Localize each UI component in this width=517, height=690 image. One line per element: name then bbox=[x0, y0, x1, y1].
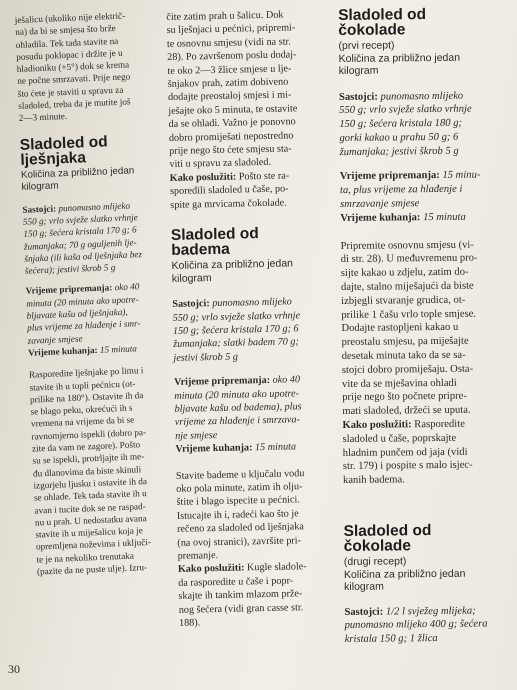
column-right bbox=[338, 0, 515, 647]
recipe-yield bbox=[171, 257, 331, 285]
subtitle-line: Količina za približno jedan bbox=[343, 567, 466, 581]
label: Kako poslužiti: bbox=[169, 171, 237, 184]
value: smrzavanje smjese bbox=[340, 198, 420, 211]
text-line: Rasporedite lješnjake po limu i bbox=[28, 365, 144, 380]
text-line: mati sladoled, držeći se uputa. bbox=[342, 404, 471, 418]
prep-time bbox=[340, 169, 511, 226]
value: 1/2 l svježeg mlijeka; bbox=[383, 605, 476, 618]
subtitle-line: kilogram bbox=[21, 180, 59, 193]
text-line: Istucajte ih i, radeći kao što je bbox=[176, 508, 299, 522]
subtitle-line: kilogram bbox=[344, 580, 384, 593]
value: punomasno mlijeko bbox=[377, 90, 464, 103]
value: gorki kakao u prahu 50 g; 6 bbox=[339, 131, 459, 144]
text-line: ravnomjerno ispekli (dobro pa- bbox=[31, 426, 147, 442]
instructions bbox=[341, 238, 513, 419]
text-line: Stavite bademe u ključalu vodu bbox=[175, 467, 305, 482]
text-line: rečeno za sladoled od lješnjaka bbox=[176, 521, 304, 536]
ingredients bbox=[339, 89, 510, 160]
value: 550 g; vrlo svježe slatko vrhnje bbox=[339, 103, 472, 117]
value: kristala 150 g; 1 žlica bbox=[344, 633, 438, 646]
continued-text bbox=[15, 8, 169, 125]
ingredients bbox=[344, 604, 514, 647]
value: žumanjaka; 70 g oguljenih lje- bbox=[23, 236, 137, 252]
value: str. 179) i pospite s malo isjec- bbox=[342, 460, 473, 473]
text-line: izbjegli stvaranje grudica, ot- bbox=[341, 294, 466, 307]
text-line: prije nego što ćete smjesu sta- bbox=[169, 143, 292, 158]
instructions bbox=[29, 363, 187, 578]
text-line: nu u prah. U nedostatku avana bbox=[34, 512, 147, 528]
value: sladoled u čaše, poprskajte bbox=[342, 432, 457, 445]
value: žumanjaka; slatki badem 70 g; bbox=[173, 336, 299, 351]
title-line: Sladoled od bbox=[338, 6, 427, 24]
ingredient-line bbox=[345, 631, 515, 647]
text-line: stojci dobro promiješaju. Osta- bbox=[341, 363, 474, 376]
text-line: štite i blago ispecite u pećnici. bbox=[176, 494, 300, 509]
title-line: čokolade bbox=[338, 21, 406, 39]
title-line: lješnjaka bbox=[20, 148, 87, 169]
value: punomasno mlijeko bbox=[55, 200, 131, 214]
text-line: te oko 2—3 žlice smjese u lje- bbox=[167, 63, 292, 77]
ingredients bbox=[22, 197, 175, 277]
label: Vrijeme pripremanja: bbox=[339, 170, 440, 183]
text-line: hladioniku (+5°) dok se krema bbox=[16, 59, 130, 75]
value: Kugle sladole- bbox=[244, 561, 307, 574]
serving-note bbox=[342, 417, 513, 488]
text-line: 28). Po završenom poslu dodaj- bbox=[167, 49, 297, 64]
text-line: prilike na 180°). Ostavite ih da bbox=[29, 389, 144, 405]
subtitle-line: kilogram bbox=[171, 271, 212, 285]
subtitle-line: Količina za približno jedan bbox=[338, 51, 461, 65]
text-line: su lješnjaci u pećnici, pripremi- bbox=[166, 22, 296, 37]
recipe-title-almond bbox=[171, 225, 332, 258]
text-line: di str. 28). U međuvremenu pro- bbox=[340, 253, 478, 266]
value: 550 g; vrlo svježe slatko vrhnje bbox=[172, 309, 301, 324]
text-line: posudu poklopac i držite je u bbox=[16, 47, 123, 62]
text-line: dajte, stalno miješajući da biste bbox=[340, 280, 474, 294]
column-middle bbox=[166, 0, 339, 630]
text-line: premanje. bbox=[177, 550, 219, 562]
value: 550 g; vrlo svježe slatko vrhnje bbox=[22, 212, 138, 227]
value: nje smjese bbox=[175, 429, 218, 442]
value: minuta (20 minuta ako upotre- bbox=[174, 387, 300, 402]
label: Sastojci: bbox=[338, 91, 378, 103]
value: spite ga mrvicama čokolade. bbox=[170, 197, 287, 211]
value: da rasporedite u čaše i popr- bbox=[178, 575, 294, 589]
label: Sastojci: bbox=[344, 606, 384, 618]
title-line: badema bbox=[171, 240, 231, 260]
text-line: (na ovoj stranici), završite pri- bbox=[177, 534, 302, 549]
subtitle-line: kilogram bbox=[338, 64, 379, 77]
text-line: čite zatim prah u šalicu. Dok bbox=[166, 9, 284, 23]
value: bljavate kašu od badema), plus bbox=[174, 401, 302, 415]
text-line: đu dlanovima da biste skinuli bbox=[32, 463, 142, 479]
value: minuta (20 minuta ako upotre- bbox=[25, 293, 139, 309]
value: 150 g; šećera kristala 170 g; 6 bbox=[23, 224, 137, 240]
value: plus vrijeme za hlađenje i smr- bbox=[26, 318, 141, 334]
label: Vrijeme kuhanja: bbox=[27, 344, 98, 358]
label: Kako poslužiti: bbox=[177, 562, 245, 576]
text-line: desetak minuta tako da se sa- bbox=[341, 349, 466, 363]
value: oko 40 bbox=[112, 281, 140, 293]
serving-note bbox=[170, 168, 331, 212]
subtitle-line: Količina za približno jedan bbox=[20, 164, 135, 181]
text-line: Dodajte rastopljeni kakao u bbox=[341, 322, 459, 335]
recipe-yield bbox=[338, 38, 508, 77]
text-line: ohladila. Tek tada stavite na bbox=[15, 35, 119, 50]
title-line: Sladoled od bbox=[19, 133, 108, 154]
text-line: prije nego što počnete pripre- bbox=[342, 391, 467, 404]
value: 15 minuta bbox=[420, 211, 466, 224]
text-line: šnjakov prah, zatim dobiveno bbox=[167, 76, 289, 91]
value: hladnim punčem od jaja (vidi bbox=[342, 446, 468, 459]
subtitle-line: (prvi recept) bbox=[338, 39, 395, 52]
text-line: te je na nekoliko trenutaka bbox=[36, 550, 135, 565]
text-line: 2—3 minute. bbox=[18, 111, 68, 124]
value: 15 minuta bbox=[252, 441, 297, 454]
value: 188). bbox=[178, 617, 201, 629]
value: oko 40 bbox=[269, 374, 301, 387]
value: ta, plus vrijeme za hlađenje i bbox=[339, 183, 463, 197]
text-line: se ohlade. Tek tada stavite ih u bbox=[33, 488, 147, 503]
value: jestivi škrob 5 g bbox=[173, 351, 239, 364]
text-line: dodajte preostaloj smjesi i mi- bbox=[167, 89, 292, 104]
value: Pošto ste ra- bbox=[236, 170, 290, 183]
label: Vrijeme pripremanja: bbox=[173, 375, 271, 389]
text-line: su se ispekli, protrljajte ih me- bbox=[32, 451, 145, 466]
text-line: avan i tucite dok se ne raspad- bbox=[34, 500, 146, 516]
value: punomasno mlijeko 400 g; šećera bbox=[344, 618, 488, 632]
column-left bbox=[14, 0, 187, 578]
value: šnjaka (ili kaša od lješnjaka bez bbox=[24, 248, 143, 264]
value: kanih badema. bbox=[342, 474, 405, 487]
title-line: Sladoled od bbox=[170, 225, 259, 245]
ingredients bbox=[172, 295, 333, 365]
text-line: preostalu smjesu, pa miješajte bbox=[341, 335, 469, 349]
text-line: da se ohladi. Važno je ponovno bbox=[168, 116, 296, 131]
label: Sastojci: bbox=[172, 298, 210, 311]
value: 150 g; šećera kristala 170 g; 6 bbox=[172, 323, 299, 337]
title-line: Sladoled od bbox=[343, 522, 432, 540]
subtitle-line: Količina za približno jedan bbox=[171, 257, 294, 273]
recipe-title-chocolate-2 bbox=[343, 522, 513, 554]
subtitle-line: (drugi recept) bbox=[343, 555, 407, 568]
text-line: viti u spravu za sladoled. bbox=[169, 157, 272, 171]
text-line: opremljena noževima i uključi- bbox=[35, 537, 152, 552]
text-line: izgorjelu ljusku i ostavite ih da bbox=[33, 475, 148, 491]
text-line: stavite ih u miješalicu koja je bbox=[35, 525, 144, 540]
text-line: na) da bi se smjesa što brže bbox=[15, 23, 116, 38]
serving-note bbox=[178, 560, 339, 630]
text-line: sladoled, treba da je mutite još bbox=[18, 96, 131, 111]
text-line: se blago peku, okrećući ih s bbox=[30, 402, 133, 417]
text-line: ješajte oko 5 minuta, te ostavite bbox=[168, 103, 298, 117]
value: šećera); jestivi škrob 5 g bbox=[24, 262, 116, 276]
recipe-yield bbox=[344, 554, 514, 593]
prep-time bbox=[174, 373, 336, 457]
value: 15 minuta bbox=[97, 343, 138, 355]
text-line: stavite ih u topli pećnicu (ot- bbox=[29, 377, 136, 393]
text-line: (pazite da ne puste ulje). Izru- bbox=[36, 562, 148, 577]
value: punomasno mlijeko bbox=[209, 296, 292, 310]
title-line: čokolade bbox=[343, 537, 412, 555]
value: skajte ih tankim mlazom prže- bbox=[178, 588, 303, 603]
text-line: prilike 1 čašu vrlo tople smjese. bbox=[341, 308, 477, 321]
value: 15 minu- bbox=[439, 170, 481, 182]
text-line: Pripremite osnovnu smjesu (vi- bbox=[340, 239, 474, 252]
label: Vrijeme kuhanja: bbox=[340, 212, 421, 224]
value: vrijeme za hlađenje i smrzava- bbox=[174, 414, 301, 429]
text-line: zite da vam ne zagore). Pošto bbox=[31, 439, 141, 454]
value: 150 g; šećera kristala 180 g; bbox=[339, 117, 463, 131]
label: Sastojci: bbox=[22, 203, 57, 215]
label: Vrijeme kuhanja: bbox=[175, 442, 253, 456]
text-line: dobro promiješati nepostredno bbox=[168, 130, 294, 144]
value: nog šećera (vidi gran casse str. bbox=[178, 601, 304, 616]
value: Rasporedite bbox=[411, 418, 465, 431]
page-number: 30 bbox=[8, 662, 20, 676]
prep-time bbox=[25, 279, 178, 359]
label: Vrijeme pripremanja: bbox=[25, 282, 113, 297]
value: sporedili sladoled u čaše, po- bbox=[169, 183, 289, 198]
text-line: što ćete je staviti u spravu za bbox=[17, 84, 124, 99]
value: zavanje smjese bbox=[27, 333, 83, 346]
text-line: ne počne smrzavati. Prije nego bbox=[17, 71, 131, 87]
instructions bbox=[176, 466, 338, 563]
label: Kako poslužiti: bbox=[342, 419, 412, 432]
continued-text bbox=[166, 8, 329, 172]
recipe-title-hazelnut bbox=[20, 132, 171, 168]
text-line: oko pola minute, zatim ih olju- bbox=[176, 481, 303, 495]
text-line: sijte kakao u zdjelu, zatim do- bbox=[340, 266, 469, 280]
value: bljavate kašu od lješnjaka), bbox=[26, 306, 128, 321]
text-line: vite da se mješavina ohladi bbox=[341, 377, 457, 390]
recipe-title-chocolate-1 bbox=[338, 6, 508, 38]
text-line: ješalicu (ukoliko nije električ- bbox=[14, 10, 126, 25]
text-line: vremena na vrijeme da bi se bbox=[30, 414, 135, 430]
text-line: te osnovnu smjesu (vidi na str. bbox=[166, 36, 291, 50]
value: žumanjaka; jestivi škrob 5 g bbox=[339, 145, 459, 158]
